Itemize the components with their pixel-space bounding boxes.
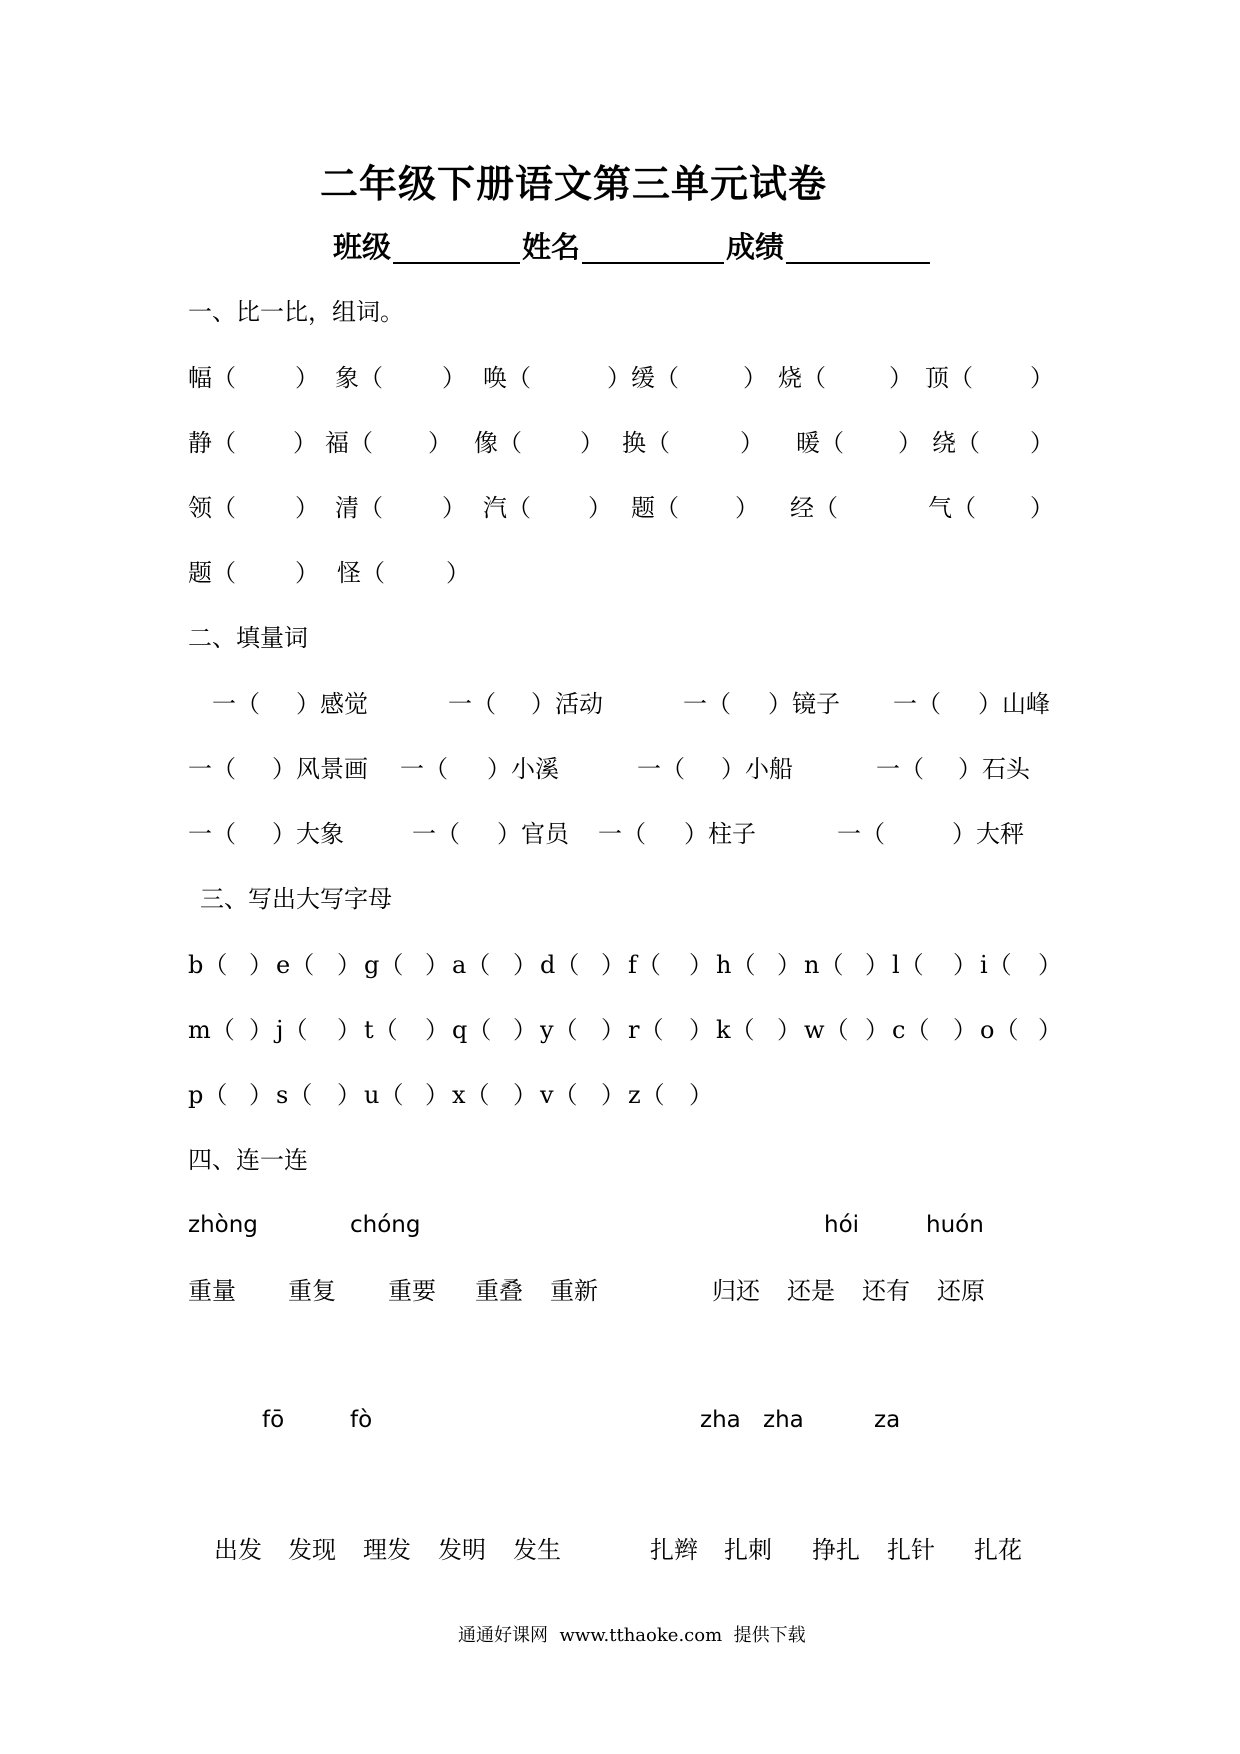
footer-credit: 通通好课网 www.tthaoke.com 提供下载 (458, 1625, 806, 1646)
s3-r1-19: ） (1038, 951, 1062, 979)
s3-r2-8: y（ (540, 1016, 578, 1044)
word-haiyou: 还有 (862, 1277, 910, 1305)
section3-heading: 三、写出大写字母 (200, 885, 392, 913)
s3-r1-2: e（ (276, 951, 315, 979)
word-zhabian: 扎辫 (650, 1536, 698, 1564)
s1-r4-3: ） (446, 559, 470, 587)
word-zhongyao: 重要 (388, 1277, 436, 1305)
word-huanyuan: 还原 (937, 1277, 985, 1305)
s1-r4-0: 题（ (188, 559, 236, 587)
s2-r3-3: ）官员 (497, 820, 569, 848)
s3-r1-1: ） (249, 951, 273, 979)
s3-r3-5: ） (425, 1081, 449, 1109)
s1-r1-3: ） (442, 364, 466, 392)
s3-r1-13: ） (777, 951, 801, 979)
s3-r3-3: ） (337, 1081, 361, 1109)
word-lifa: 理发 (363, 1536, 411, 1564)
s3-r1-0: b（ (188, 951, 228, 979)
s3-r2-19: ） (1038, 1016, 1062, 1044)
s3-r2-14: w（ (804, 1016, 849, 1044)
s1-r1-10: ） (1030, 364, 1054, 392)
word-zhazhen: 扎针 (887, 1536, 935, 1564)
s3-r3-0: p（ (188, 1081, 228, 1109)
class-blank (393, 262, 520, 264)
s3-r1-16: l（ (892, 951, 924, 979)
s2-r1-4: 一（ (683, 690, 731, 718)
class-label: 班级 (333, 230, 392, 264)
s1-r3-4: 汽（ (483, 494, 531, 522)
pinyin-fo2: fò (350, 1407, 373, 1433)
s1-r4-1: ） (295, 559, 319, 587)
word-chongdie: 重叠 (475, 1277, 523, 1305)
s1-r2-11: ） (1030, 429, 1054, 457)
s1-r1-5: ）缓（ (607, 364, 679, 392)
s1-r2-6: 换（ (622, 429, 670, 457)
s3-r1-7: ） (513, 951, 537, 979)
s3-r3-7: ） (513, 1081, 537, 1109)
s1-r3-6: 题（ (631, 494, 679, 522)
s3-r2-5: ） (425, 1016, 449, 1044)
s2-r1-2: 一（ (448, 690, 496, 718)
s2-r1-3: ）活动 (531, 690, 603, 718)
s1-r2-8: 暖（ (796, 429, 844, 457)
s3-r2-11: ） (689, 1016, 713, 1044)
s2-r2-3: ）小溪 (487, 755, 559, 783)
s2-r1-7: ）山峰 (978, 690, 1050, 718)
s3-r2-2: j（ (276, 1016, 308, 1044)
s1-r1-4: 唤（ (483, 364, 531, 392)
word-haishi: 还是 (787, 1277, 835, 1305)
s2-r2-7: ）石头 (958, 755, 1030, 783)
s2-r3-2: 一（ (412, 820, 460, 848)
s2-r3-1: ）大象 (272, 820, 344, 848)
s1-r1-2: 象（ (335, 364, 383, 392)
s3-r1-6: a（ (452, 951, 491, 979)
s3-r2-18: o（ (980, 1016, 1019, 1044)
s3-r1-3: ） (337, 951, 361, 979)
s1-r2-0: 静（ (188, 429, 236, 457)
pinyin-zhong: zhòng (188, 1212, 258, 1238)
s1-r3-3: ） (442, 494, 466, 522)
s3-r3-9: ） (601, 1081, 625, 1109)
s2-r3-0: 一（ (188, 820, 236, 848)
s3-r1-9: ） (601, 951, 625, 979)
score-label: 成绩 (726, 230, 785, 264)
s3-r3-8: v（ (540, 1081, 578, 1109)
word-fasheng: 发生 (513, 1536, 561, 1564)
word-faming: 发明 (438, 1536, 486, 1564)
pinyin-hoi: hói (824, 1212, 860, 1238)
s1-r1-1: ） (295, 364, 319, 392)
s3-r3-6: x（ (452, 1081, 490, 1109)
s1-r3-8: 经（ (790, 494, 838, 522)
s3-r2-10: r（ (628, 1016, 664, 1044)
s2-r3-5: ）柱子 (684, 820, 756, 848)
s2-r3-6: 一（ (837, 820, 885, 848)
s3-r1-14: n（ (804, 951, 844, 979)
s1-r2-9: ） (898, 429, 922, 457)
s2-r2-2: 一（ (400, 755, 448, 783)
s1-r3-10: ） (1030, 494, 1054, 522)
s3-r1-12: h（ (716, 951, 756, 979)
name-label: 姓名 (522, 230, 581, 264)
word-zhahua: 扎花 (974, 1536, 1022, 1564)
section4-heading: 四、连一连 (188, 1146, 308, 1174)
s1-r4-2: 怪（ (337, 559, 385, 587)
score-blank (786, 262, 930, 264)
word-chongxin: 重新 (550, 1277, 598, 1305)
s3-r3-10: z（ (628, 1081, 665, 1109)
s2-r2-5: ）小船 (721, 755, 793, 783)
s2-r2-4: 一（ (637, 755, 685, 783)
s3-r2-6: q（ (452, 1016, 492, 1044)
s1-r2-3: ） (428, 429, 452, 457)
s2-r2-6: 一（ (876, 755, 924, 783)
word-chufa: 出发 (214, 1536, 262, 1564)
s3-r3-11: ） (689, 1081, 713, 1109)
s3-r2-3: ） (337, 1016, 361, 1044)
s3-r2-13: ） (777, 1016, 801, 1044)
s3-r1-17: ） (953, 951, 977, 979)
s1-r1-0: 幅（ (188, 364, 236, 392)
s1-r1-8: ） (889, 364, 913, 392)
s3-r2-12: k（ (716, 1016, 755, 1044)
s3-r3-2: s（ (276, 1081, 313, 1109)
s1-r2-4: 像（ (474, 429, 522, 457)
s1-r3-2: 清（ (335, 494, 383, 522)
s3-r2-1: ） (249, 1016, 273, 1044)
word-zhaci: 扎刺 (724, 1536, 772, 1564)
s1-r1-9: 顶（ (925, 364, 973, 392)
pinyin-chong: chóng (350, 1212, 421, 1238)
s1-r2-1: ） (293, 429, 317, 457)
s2-r2-1: ）风景画 (272, 755, 368, 783)
pinyin-fo1: fō (262, 1407, 285, 1433)
s1-r1-6: ） (743, 364, 767, 392)
s3-r2-4: t（ (364, 1016, 398, 1044)
s3-r2-17: ） (953, 1016, 977, 1044)
s3-r2-15: ） (865, 1016, 889, 1044)
s3-r1-15: ） (865, 951, 889, 979)
s3-r2-16: c（ (892, 1016, 930, 1044)
page-title: 二年级下册语文第三单元试卷 (320, 161, 828, 206)
s2-r1-6: 一（ (893, 690, 941, 718)
s1-r2-2: 福（ (325, 429, 373, 457)
s1-r3-5: ） (588, 494, 612, 522)
s2-r1-1: ）感觉 (296, 690, 368, 718)
s2-r1-5: ）镜子 (768, 690, 840, 718)
pinyin-zha2: zha (763, 1407, 804, 1433)
s2-r3-4: 一（ (598, 820, 646, 848)
s1-r2-7: ） (740, 429, 764, 457)
section2-heading: 二、填量词 (188, 624, 308, 652)
s1-r1-7: 烧（ (778, 364, 826, 392)
s3-r1-10: f（ (628, 951, 661, 979)
s3-r1-11: ） (689, 951, 713, 979)
s1-r3-0: 领（ (188, 494, 236, 522)
name-blank (582, 262, 724, 264)
s1-r2-10: 绕（ (932, 429, 980, 457)
word-chongfu: 重复 (288, 1277, 336, 1305)
s3-r1-18: i（ (980, 951, 1012, 979)
s2-r1-0: 一（ (212, 690, 260, 718)
s3-r1-4: g（ (364, 951, 404, 979)
s3-r1-8: d（ (540, 951, 580, 979)
pinyin-huon: huón (926, 1212, 984, 1238)
word-zhengzha: 挣扎 (812, 1536, 860, 1564)
s2-r3-7: ）大秤 (952, 820, 1024, 848)
s3-r2-0: m（ (188, 1016, 235, 1044)
s3-r1-5: ） (425, 951, 449, 979)
s1-r3-7: ） (735, 494, 759, 522)
word-faxian: 发现 (288, 1536, 336, 1564)
s1-r3-1: ） (295, 494, 319, 522)
word-zhongliang: 重量 (188, 1277, 236, 1305)
s3-r3-1: ） (249, 1081, 273, 1109)
s2-r2-0: 一（ (188, 755, 236, 783)
s1-r2-5: ） (580, 429, 604, 457)
word-guihuan: 归还 (712, 1277, 760, 1305)
s3-r2-9: ） (601, 1016, 625, 1044)
pinyin-zha1: zha (700, 1407, 741, 1433)
section1-heading: 一、比一比，组词。 (188, 298, 404, 326)
s3-r2-7: ） (513, 1016, 537, 1044)
s3-r3-4: u（ (364, 1081, 404, 1109)
s1-r3-9: 气（ (928, 494, 976, 522)
pinyin-za: za (874, 1407, 901, 1433)
